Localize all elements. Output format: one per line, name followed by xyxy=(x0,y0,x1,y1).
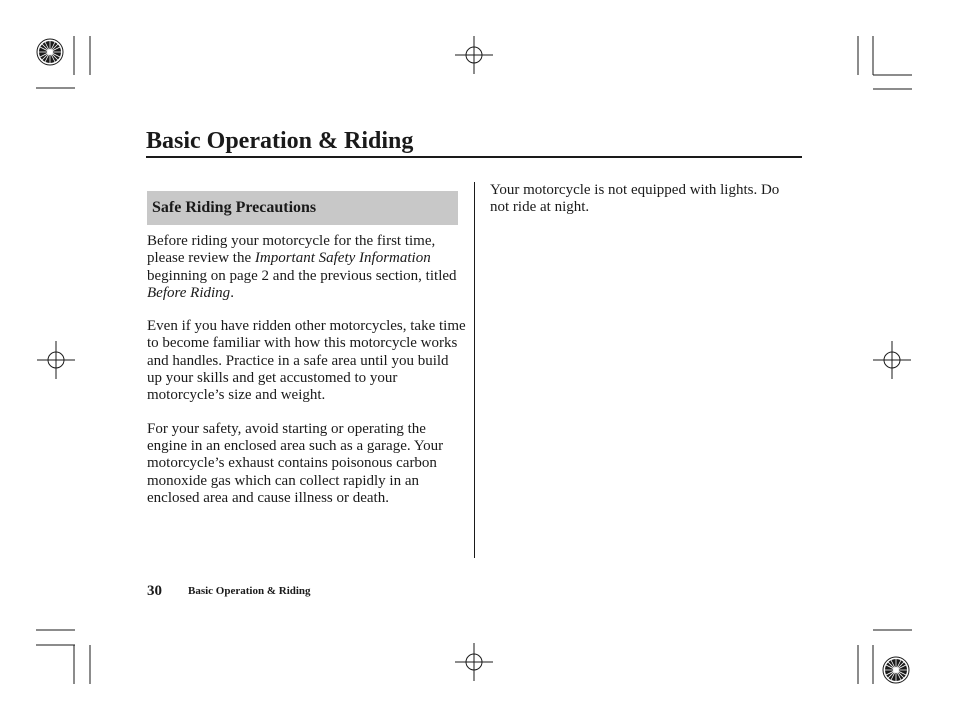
cross-reference: Before Riding xyxy=(147,284,231,301)
page-number: 30 xyxy=(147,583,162,599)
left-column xyxy=(147,233,467,523)
cross-reference: Important Safety Information xyxy=(254,250,431,267)
right-column xyxy=(490,182,800,217)
registration-crosshair-top xyxy=(455,36,493,74)
paragraph-familiarize: Even if you have ridden other motorcycles, take time to become familiar with how this motorcycle works and handles. Practice in a safe area until you build up your skills and get accustomed to your motorcycle’s size and weight. xyxy=(147,318,466,404)
registration-crosshair-left xyxy=(37,341,75,379)
paragraph-carbon-monoxide: For your safety, avoid starting or operating the engine in an enclosed area such as a garage. Your motorcycle’s exhaust contains poisonous carbon monoxide gas which can collect rapidly in an enclosed area and cause illness or death. xyxy=(147,420,444,506)
text-segment: beginning on page 2 and the previous section, titled xyxy=(147,267,457,284)
registration-crosshair-right xyxy=(873,341,911,379)
starburst-target-top-left xyxy=(37,39,63,65)
text-segment: . xyxy=(230,284,234,301)
page-title: Basic Operation & Riding xyxy=(146,128,414,154)
title-underline xyxy=(146,156,802,158)
registration-crosshair-bottom xyxy=(455,643,493,681)
section-heading: Safe Riding Precautions xyxy=(147,191,458,225)
text-segment: Before riding your motorcycle for the first time, please review the xyxy=(147,233,436,267)
column-divider xyxy=(474,182,475,558)
starburst-target-bottom-right xyxy=(883,657,909,683)
paragraph-review-safety-info xyxy=(147,233,467,302)
paragraph-no-lights: Your motorcycle is not equipped with lights. Do not ride at night. xyxy=(490,182,780,216)
footer-section-title: Basic Operation & Riding xyxy=(188,585,311,597)
